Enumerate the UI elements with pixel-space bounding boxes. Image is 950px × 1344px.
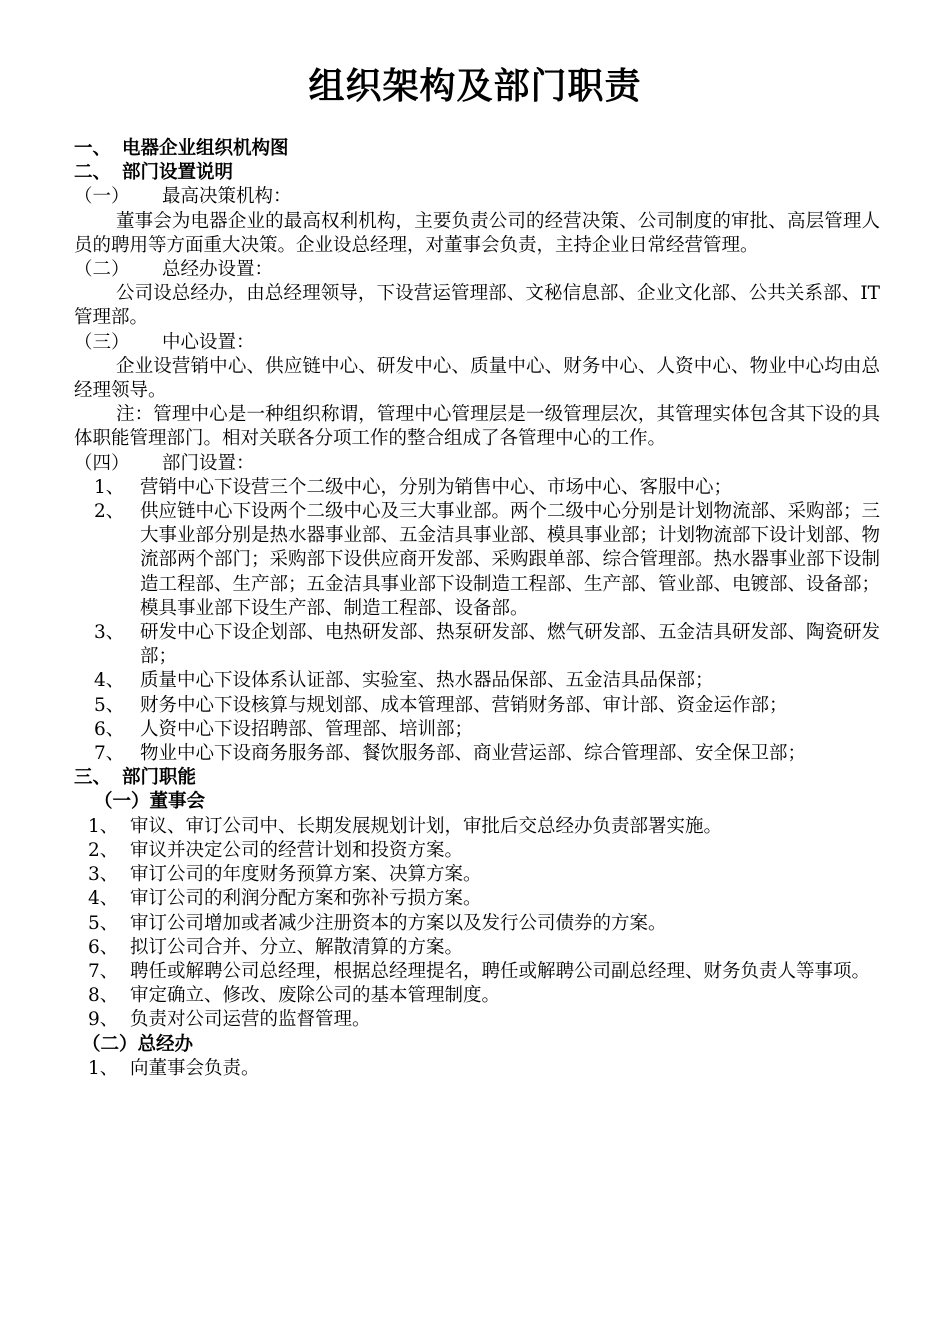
list-item: [74, 839, 880, 863]
item-number: 8、: [88, 985, 119, 1007]
board-duties-list: [74, 815, 880, 1033]
item-text: 物业中心下设商务服务部、餐饮服务部、商业营运部、综合管理部、安全保卫部；: [140, 743, 807, 765]
subsection-heading-a: [74, 185, 880, 209]
section-title: 部门职能: [122, 767, 197, 789]
subsection-title: 中心设置：: [162, 331, 255, 353]
list-item: [74, 500, 880, 621]
item-number: 7、: [88, 960, 119, 982]
item-number: 1、: [88, 815, 119, 837]
paragraph: 公司设总经办，由总经理领导，下设营运管理部、文秘信息部、企业文化部、公共关系部、IT管理部。: [74, 283, 880, 329]
item-number: 9、: [88, 1009, 119, 1031]
item-text: 向董事会负责。: [130, 1057, 260, 1079]
item-text: 供应链中心下设两个二级中心及三大事业部。两个二级中心分别是计划物流部、采购部；三大事业部分别是热水器事业部、五金洁具事业部、模具事业部；计划物流部下设计划部、物流部两个部门；采购部下设供应商开发部、采购跟单部、综合管理部。热水器事业部下设制造工程部、生产部；五金洁具事业部下设制造工程部、生产部、管业部、电镀部、设备部；模具事业部下设生产部、制造工程部、设备部。: [140, 501, 881, 619]
item-number: 4、: [88, 888, 119, 910]
section-title: 部门设置说明: [122, 162, 234, 184]
subsection-number: （三）: [74, 331, 130, 353]
item-text: 负责对公司运营的监督管理。: [130, 1009, 371, 1031]
item-number: 3、: [88, 864, 119, 886]
office-heading: （二）总经办: [82, 1033, 194, 1055]
item-text: 审定确立、修改、废除公司的基本管理制度。: [130, 985, 501, 1007]
item-text: 审议、审订公司中、长期发展规划计划，审批后交总经办负责部署实施。: [130, 815, 723, 837]
item-text: 营销中心下设营三个二级中心，分别为销售中心、市场中心、客服中心；: [140, 476, 733, 498]
list-item: [74, 742, 880, 766]
item-number: 1、: [94, 476, 125, 498]
paragraph: 董事会为电器企业的最高权利机构，主要负责公司的经营决策、公司制度的审批、高层管理人员的聘用等方面重大决策。企业设总经理，对董事会负责，主持企业日常经营管理。: [74, 210, 880, 256]
item-text: 审订公司增加或者减少注册资本的方案以及发行公司债券的方案。: [130, 912, 667, 934]
subsection-number: （四）: [74, 452, 130, 474]
item-number: 7、: [94, 743, 125, 765]
item-number: 5、: [88, 912, 119, 934]
list-item: [74, 984, 880, 1008]
subsection-title: 部门设置：: [162, 452, 255, 474]
board-heading: （一）董事会: [94, 791, 206, 813]
item-number: 4、: [94, 670, 125, 692]
item-text: 审订公司的利润分配方案和弥补亏损方案。: [130, 888, 482, 910]
item-number: 6、: [88, 936, 119, 958]
item-text: 质量中心下设体系认证部、实验室、热水器品保部、五金洁具品保部；: [140, 670, 714, 692]
subsection-heading-d: [74, 452, 880, 476]
item-text: 拟订公司合并、分立、解散清算的方案。: [130, 936, 464, 958]
section-title: 电器企业组织机构图: [122, 138, 289, 159]
item-text: 审订公司的年度财务预算方案、决算方案。: [130, 864, 482, 886]
subsection-title: 总经办设置：: [162, 259, 274, 281]
section-number: 一、: [74, 138, 112, 159]
section-heading-3: [74, 766, 880, 790]
item-number: 3、: [94, 622, 125, 644]
item-number: 6、: [94, 718, 125, 740]
list-item: [74, 621, 880, 669]
list-item: [74, 863, 880, 887]
list-item: [74, 887, 880, 911]
list-item: [74, 1008, 880, 1032]
item-text: 审议并决定公司的经营计划和投资方案。: [130, 839, 464, 861]
item-number: 5、: [94, 694, 125, 716]
list-item: [74, 912, 880, 936]
section-heading-2: [74, 161, 880, 185]
subsection-number: （一）: [74, 186, 130, 208]
subsection-heading-c: [74, 331, 880, 355]
list-item: [74, 476, 880, 500]
list-item: [74, 960, 880, 984]
item-number: 2、: [94, 501, 125, 523]
office-duties-list: [74, 1057, 880, 1081]
item-text: 财务中心下设核算与规划部、成本管理部、营销财务部、审计部、资金运作部；: [140, 694, 788, 716]
list-item: [74, 815, 880, 839]
item-number: 2、: [88, 839, 119, 861]
paragraph: 企业设营销中心、供应链中心、研发中心、质量中心、财务中心、人资中心、物业中心均由总经理领导。: [74, 355, 880, 402]
subsection-number: （二）: [74, 259, 130, 281]
note-paragraph: 注：管理中心是一种组织称谓，管理中心管理层是一级管理层次，其管理实体包含其下设的具体职能管理部门。相对关联各分项工作的整合组成了各管理中心的工作。: [74, 404, 880, 450]
section-number: 三、: [74, 767, 112, 789]
list-item: [74, 718, 880, 742]
item-text: 聘任或解聘公司总经理，根据总经理提名，聘任或解聘公司副总经理、财务负责人等事项。: [130, 960, 871, 982]
subsection-heading-b: [74, 258, 880, 282]
item-text: 人资中心下设招聘部、管理部、培训部；: [140, 718, 474, 740]
page-title: 组织架构及部门职责: [308, 66, 642, 107]
list-item: [74, 936, 880, 960]
department-list: [74, 476, 880, 766]
subsection-title: 最高决策机构：: [162, 186, 292, 208]
section-number: 二、: [74, 162, 112, 184]
section-heading-1: [74, 137, 880, 161]
item-text: 研发中心下设企划部、电热研发部、热泵研发部、燃气研发部、五金洁具研发部、陶瓷研发部；: [140, 622, 881, 668]
list-item: [74, 694, 880, 718]
document-body: [74, 137, 880, 1081]
list-item: [74, 669, 880, 693]
list-item: [74, 1057, 880, 1081]
item-number: 1、: [88, 1057, 119, 1079]
